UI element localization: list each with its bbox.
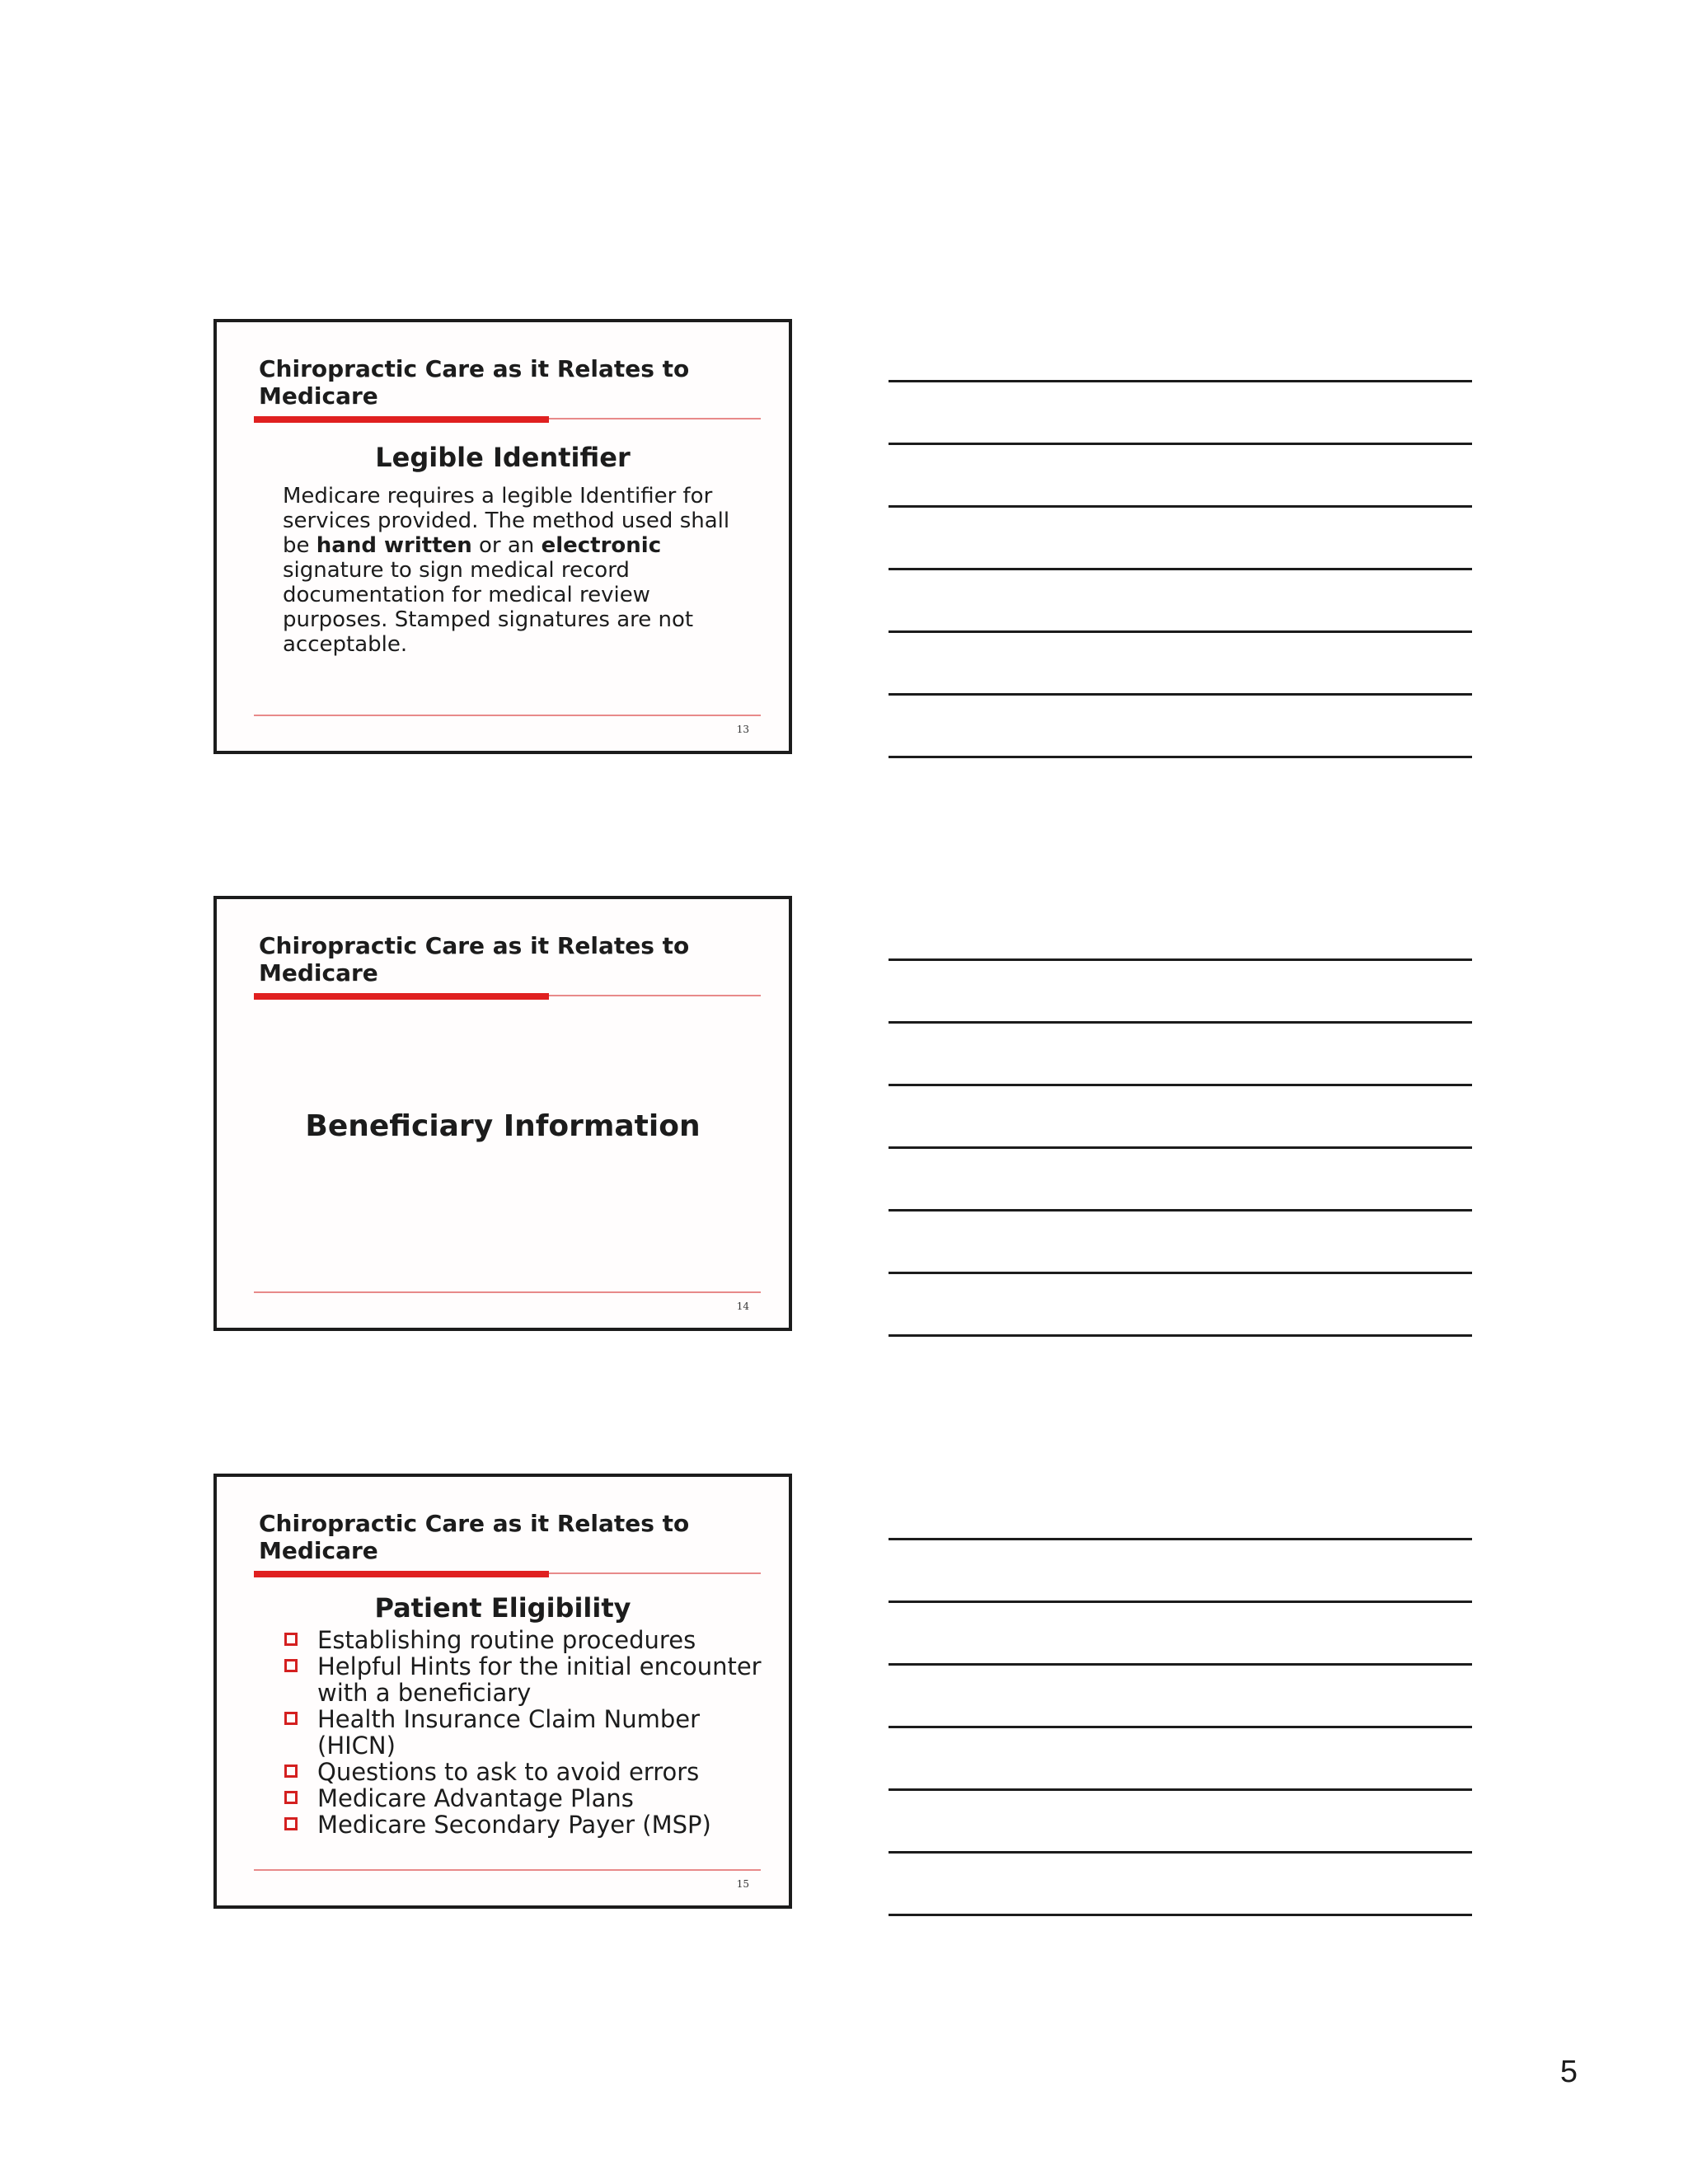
note-line — [889, 568, 1472, 570]
page-number: 5 — [1559, 2055, 1578, 2089]
body-text: or an — [471, 533, 542, 558]
slide-15 — [213, 1474, 792, 1909]
note-line — [889, 1726, 1472, 1728]
checkbox-bullet-icon — [284, 1633, 298, 1646]
note-line — [889, 1146, 1472, 1149]
note-line — [889, 693, 1472, 696]
slide-number: 14 — [736, 1301, 749, 1312]
list-item — [283, 1706, 769, 1759]
slide-header: Chiropractic Care as it Relates to Medicare — [259, 355, 690, 410]
note-line — [889, 1851, 1472, 1854]
note-line — [889, 1663, 1472, 1666]
note-line — [889, 630, 1472, 633]
footer-rule — [254, 1869, 761, 1871]
note-line — [889, 1272, 1472, 1274]
note-line — [889, 1788, 1472, 1791]
note-line — [889, 443, 1472, 445]
slide-header: Chiropractic Care as it Relates to Medicare — [259, 932, 690, 987]
header-rule-accent — [254, 993, 549, 1000]
header-rule-accent — [254, 416, 549, 423]
note-line — [889, 1021, 1472, 1024]
header-rule-accent — [254, 1571, 549, 1577]
slide-number: 13 — [736, 724, 749, 735]
slide-13 — [213, 319, 792, 754]
body-text: Medicare requires a legible Identifier for services provided. The method used shall be — [283, 484, 730, 558]
list-item-text: Medicare Advantage Plans — [317, 1784, 634, 1812]
note-line — [889, 1209, 1472, 1212]
slide-header: Chiropractic Care as it Relates to Medicare — [259, 1510, 690, 1564]
checkbox-bullet-icon — [284, 1712, 298, 1725]
bullet-list — [283, 1627, 769, 1838]
slide-title: Patient Eligibility — [374, 1592, 631, 1624]
slide-title: Legible Identifier — [375, 442, 631, 473]
list-item — [283, 1785, 769, 1811]
note-line — [889, 958, 1472, 961]
note-line — [889, 1601, 1472, 1603]
slide-number: 15 — [736, 1878, 749, 1890]
slide-14 — [213, 896, 792, 1331]
body-bold-text: electronic — [541, 533, 662, 558]
note-line — [889, 380, 1472, 382]
checkbox-bullet-icon — [284, 1817, 298, 1830]
note-line — [889, 1334, 1472, 1337]
body-bold-text: hand written — [316, 533, 472, 558]
checkbox-bullet-icon — [284, 1659, 298, 1672]
list-item-text: Medicare Secondary Payer (MSP) — [317, 1811, 711, 1839]
slide-body — [283, 484, 744, 657]
body-text: signature to sign medical record documentation for medical review purposes. Stamped signatures are not acceptable. — [283, 558, 694, 657]
footer-rule — [254, 1291, 761, 1293]
checkbox-bullet-icon — [284, 1791, 298, 1804]
list-item — [283, 1811, 769, 1838]
footer-rule — [254, 715, 761, 716]
list-item — [283, 1759, 769, 1785]
checkbox-bullet-icon — [284, 1765, 298, 1778]
list-item-text: Questions to ask to avoid errors — [317, 1758, 700, 1786]
section-title: Beneficiary Information — [305, 1109, 701, 1143]
note-line — [889, 1538, 1472, 1540]
note-line — [889, 505, 1472, 508]
note-line — [889, 1084, 1472, 1086]
note-line — [889, 1914, 1472, 1916]
list-item-text: Health Insurance Claim Number (HICN) — [317, 1705, 701, 1760]
list-item-text: Establishing routine procedures — [317, 1626, 696, 1654]
note-line — [889, 756, 1472, 758]
list-item — [283, 1627, 769, 1653]
list-item-text: Helpful Hints for the initial encounter with a beneficiary — [317, 1652, 762, 1707]
list-item — [283, 1653, 769, 1706]
